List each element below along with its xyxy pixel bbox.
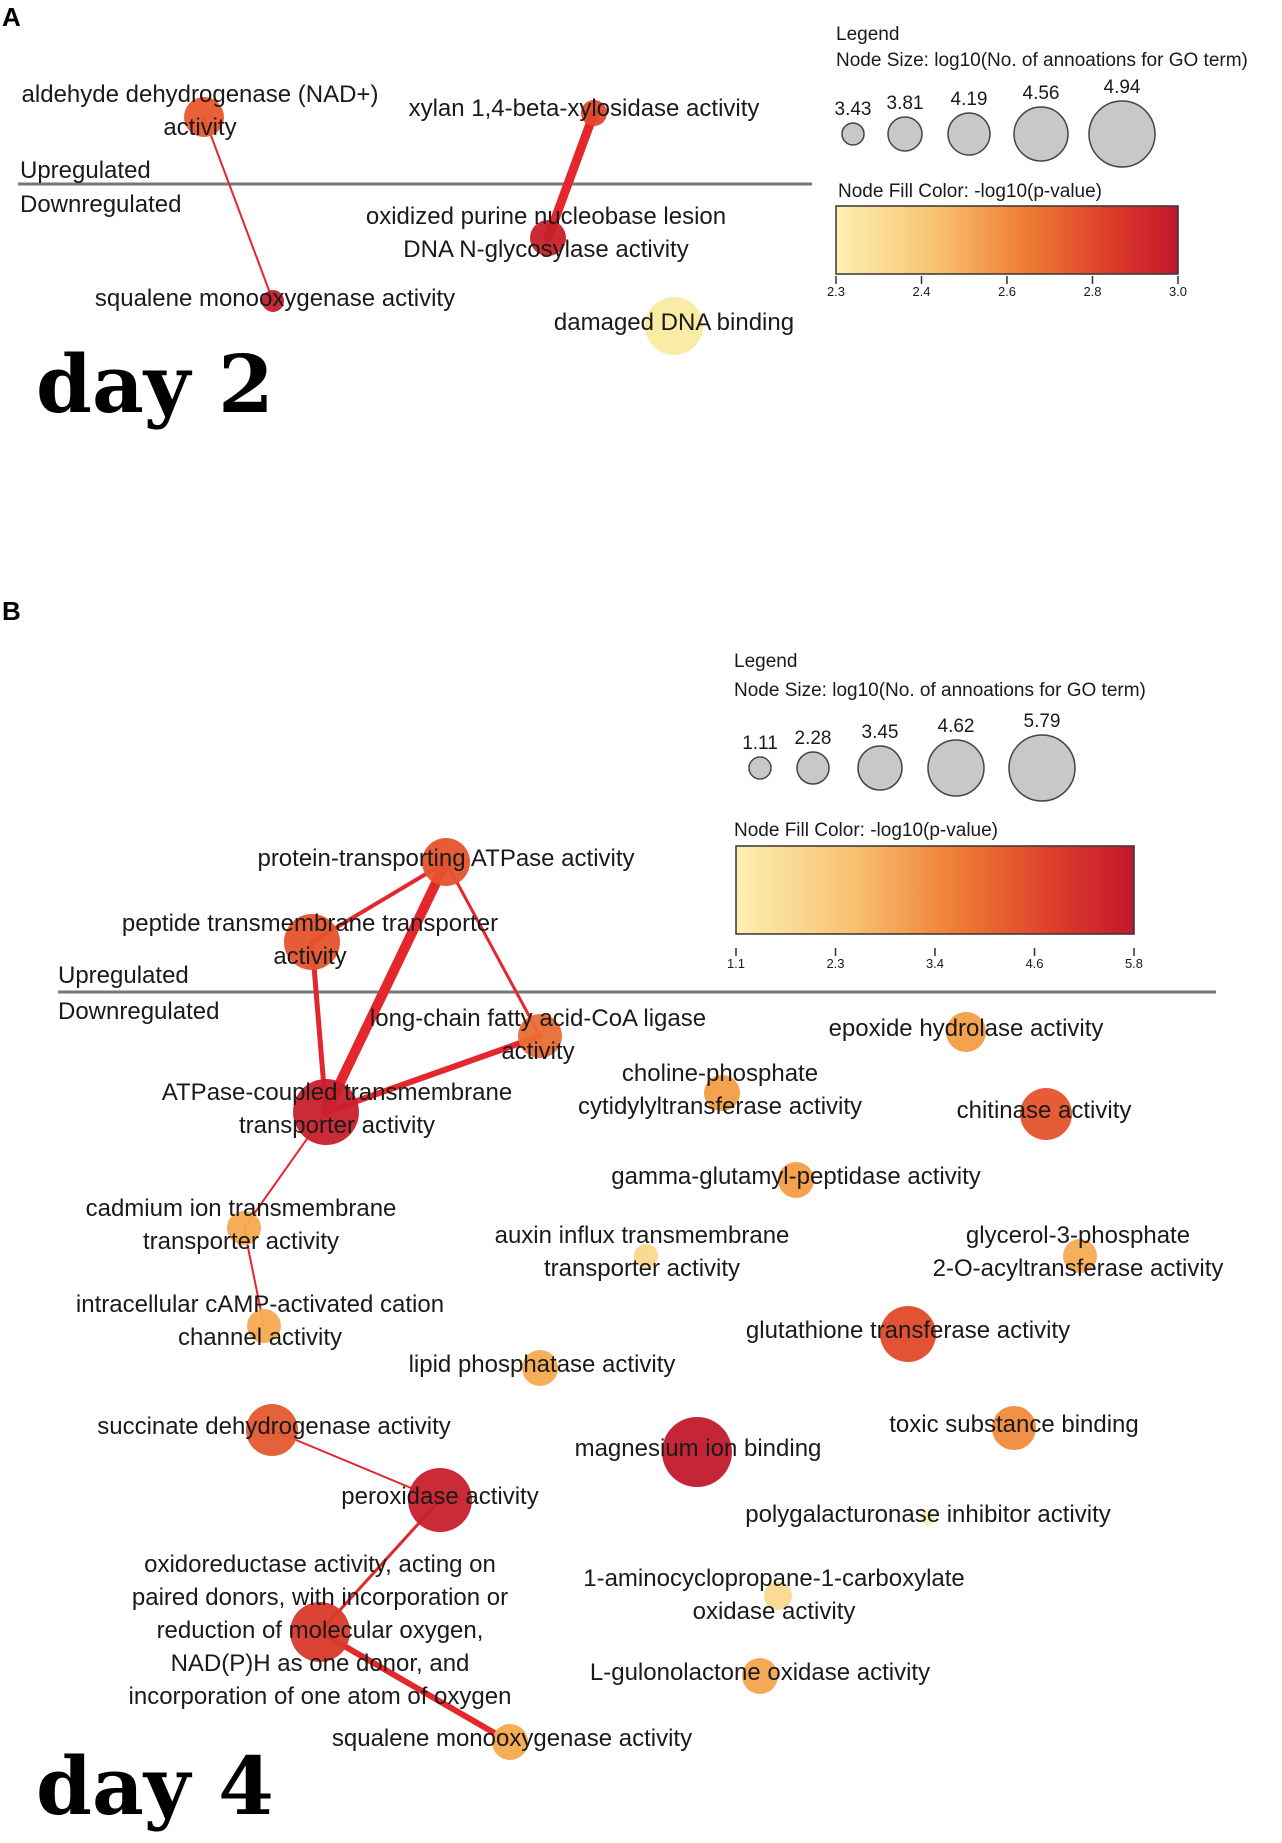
node-label-oxr: oxidoreductase activity, acting on paired donors, with incorporation or reduction of molecular oxygen, NAD(P)H as one donor, and incorporation of one atom of oxygen xyxy=(128,1551,512,1710)
size-legend-circle-3 xyxy=(928,740,984,796)
panel-a-legend xyxy=(827,24,1248,299)
panel-b-letter: B xyxy=(2,596,21,626)
panel-a-day-label: day 2 xyxy=(36,337,274,431)
size-legend-value-4: 5.79 xyxy=(1023,711,1061,732)
color-tick-label-4: 5.8 xyxy=(1124,956,1144,971)
panel-b xyxy=(2,596,1223,1833)
panel-b-color-ticks xyxy=(727,948,1143,971)
node-label-lcf: long-chain fatty acid-CoA ligase activity xyxy=(369,1005,707,1065)
size-legend-value-3: 4.62 xyxy=(937,716,975,737)
size-legend-circle-1 xyxy=(797,752,829,784)
panel-a-legend-size-title: Node Size: log10(No. of annoations for GO term) xyxy=(836,50,1248,71)
node-label-cad: cadmium ion transmembrane transporter activity xyxy=(85,1195,397,1255)
node-label-gst: glutathione transferase activity xyxy=(745,1317,1071,1344)
panel-b-legend-title: Legend xyxy=(734,651,798,672)
panel-a-letter: A xyxy=(2,2,21,32)
panel-a-legend-title: Legend xyxy=(836,24,900,45)
size-legend-value-4: 4.94 xyxy=(1103,77,1141,98)
panel-b-upregulated-label: Upregulated xyxy=(58,962,189,989)
node-label-camp: intracellular cAMP-activated cation channel activity xyxy=(75,1291,445,1351)
panel-a-size-legend xyxy=(835,77,1155,167)
panel-a-legend-color-title: Node Fill Color: -log10(p-value) xyxy=(838,181,1102,202)
node-label-aux: auxin influx transmembrane transporter activity xyxy=(494,1222,790,1282)
size-legend-value-1: 2.28 xyxy=(794,728,832,749)
color-tick-label-3: 2.8 xyxy=(1083,284,1102,299)
size-legend-circle-2 xyxy=(858,746,902,790)
size-legend-circle-2 xyxy=(948,113,990,155)
node-label-g3p: glycerol-3-phosphate 2-O-acyltransferase activity xyxy=(932,1222,1224,1282)
color-tick-label-2: 3.4 xyxy=(925,956,945,971)
node-label-gul: L-gulonolactone oxidase activity xyxy=(589,1659,931,1686)
size-legend-circle-4 xyxy=(1089,101,1155,167)
panel-a-color-bar xyxy=(836,206,1178,274)
size-legend-value-0: 1.11 xyxy=(742,733,778,754)
node-label-tox: toxic substance binding xyxy=(889,1411,1139,1438)
panel-a-color-ticks xyxy=(827,276,1187,299)
panel-b-legend-color-title: Node Fill Color: -log10(p-value) xyxy=(734,820,998,841)
node-label-ggp: gamma-glutamyl-peptidase activity xyxy=(611,1163,981,1190)
node-label-pga: polygalacturonase inhibitor activity xyxy=(745,1501,1111,1528)
node-label-suc: succinate dehydrogenase activity xyxy=(97,1413,451,1440)
node-label-pta: protein-transporting ATPase activity xyxy=(257,845,635,872)
size-legend-value-2: 3.45 xyxy=(861,722,899,743)
node-label-dmg: damaged DNA binding xyxy=(553,309,795,336)
panel-b-size-legend xyxy=(742,711,1075,801)
panel-b-legend-size-title: Node Size: log10(No. of annoations for GO term) xyxy=(734,680,1146,701)
color-tick-label-3: 4.6 xyxy=(1025,956,1044,971)
node-label-cho: choline-phosphate cytidylyltransferase activity xyxy=(577,1060,863,1120)
node-label-xyl: xylan 1,4-beta-xylosidase activity xyxy=(408,95,760,122)
size-legend-value-3: 4.56 xyxy=(1022,83,1060,104)
node-label-sq2: squalene monooxygenase activity xyxy=(94,285,456,312)
node-label-acc: 1-aminocyclopropane-1-carboxylate oxidase activity xyxy=(583,1565,965,1625)
panel-b-color-bar xyxy=(736,846,1134,934)
panel-b-node-labels xyxy=(76,845,1223,1752)
node-label-chi: chitinase activity xyxy=(956,1097,1132,1124)
color-tick-label-2: 2.6 xyxy=(997,284,1017,299)
panel-b-legend xyxy=(727,651,1146,971)
size-legend-value-1: 3.81 xyxy=(886,93,924,114)
node-label-atp: ATPase-coupled transmembrane transporter activity xyxy=(161,1079,513,1139)
panel-b-downregulated-label: Downregulated xyxy=(58,998,220,1025)
size-legend-value-2: 4.19 xyxy=(950,89,988,110)
size-legend-value-0: 3.43 xyxy=(834,99,872,120)
panel-a xyxy=(2,2,1248,431)
node-label-per: peroxidase activity xyxy=(341,1483,539,1510)
size-legend-circle-4 xyxy=(1009,735,1075,801)
node-label-ald: aldehyde dehydrogenase (NAD+) activity xyxy=(21,81,379,141)
node-label-mag: magnesium ion binding xyxy=(574,1435,822,1462)
size-legend-circle-0 xyxy=(842,123,864,145)
size-legend-circle-1 xyxy=(888,117,922,151)
node-label-ptt: peptide transmembrane transporter activity xyxy=(121,910,499,970)
panel-a-upregulated-label: Upregulated xyxy=(20,157,151,184)
color-tick-label-1: 2.3 xyxy=(826,956,845,971)
panel-a-downregulated-label: Downregulated xyxy=(20,191,182,218)
color-tick-label-0: 2.3 xyxy=(826,284,846,299)
size-legend-circle-0 xyxy=(749,757,771,779)
size-legend-circle-3 xyxy=(1014,107,1068,161)
node-label-lip: lipid phosphatase activity xyxy=(408,1351,676,1378)
node-label-sq4: squalene monooxygenase activity xyxy=(331,1725,693,1752)
color-tick-label-4: 3.0 xyxy=(1168,284,1188,299)
color-tick-label-1: 2.4 xyxy=(912,284,931,299)
panel-b-day-label: day 4 xyxy=(36,1739,274,1833)
color-tick-label-0: 1.1 xyxy=(726,956,746,971)
edge-ald-sq2 xyxy=(204,117,273,301)
node-label-oxp: oxidized purine nucleobase lesion DNA N-glycosylase activity xyxy=(365,203,727,263)
node-label-epo: epoxide hydrolase activity xyxy=(828,1015,1104,1042)
